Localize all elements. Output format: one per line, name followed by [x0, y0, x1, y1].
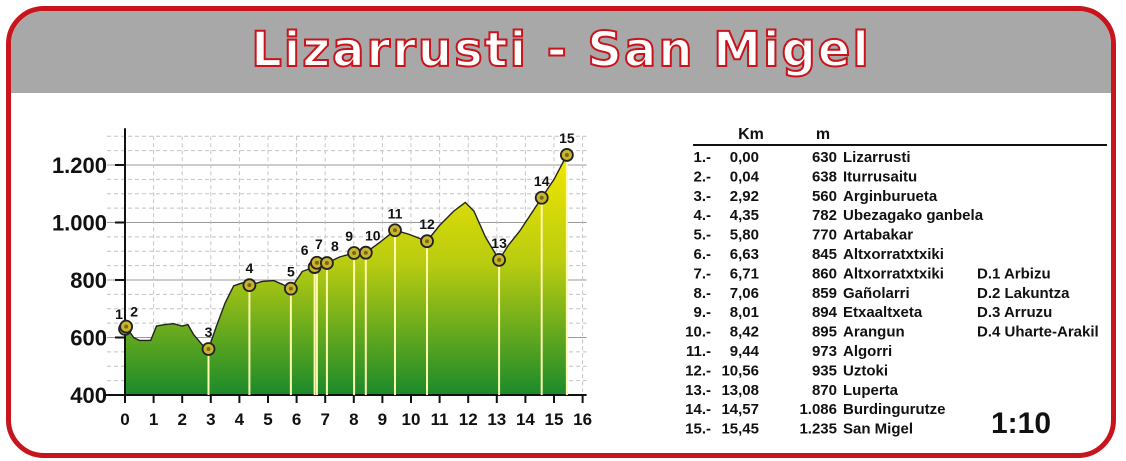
- row-name: Arginburueta: [843, 187, 938, 205]
- row-elevation: 770: [811, 226, 837, 244]
- row-elevation: 870: [811, 381, 837, 399]
- row-elevation: 1.235: [799, 420, 837, 438]
- row-elevation: 859: [811, 284, 837, 302]
- table-row: [685, 324, 1099, 341]
- table-row: [693, 168, 917, 185]
- row-km: 8,42: [729, 323, 759, 341]
- scale-label: 1:10: [990, 407, 1051, 440]
- row-name: Algorri: [843, 343, 893, 360]
- waypoint-number: 8: [331, 238, 339, 255]
- x-tick-label: 16: [573, 410, 593, 429]
- waypoint-number: 6: [300, 242, 309, 259]
- waypoint-marker-dot: [393, 228, 397, 232]
- x-tick-label: 0: [120, 410, 130, 429]
- table-row: [693, 149, 910, 166]
- waypoint-marker-dot: [124, 325, 128, 329]
- table-header-km: Km: [738, 126, 764, 143]
- x-tick-label: 14: [515, 410, 535, 429]
- row-number: 14.-: [685, 401, 711, 419]
- x-tick-label: 7: [320, 410, 330, 429]
- waypoint-marker-dot: [207, 347, 211, 351]
- row-km: 8,01: [729, 304, 759, 322]
- row-elevation: 860: [811, 265, 837, 283]
- row-name: Arangun: [843, 323, 905, 341]
- row-elevation: 1.086: [799, 401, 837, 419]
- table-row: [685, 382, 899, 399]
- row-name: Altxorratxtxiki: [843, 265, 944, 283]
- x-tick-label: 3: [206, 410, 216, 429]
- waypoint-number: 4: [245, 260, 254, 277]
- row-name: Lizarrusti: [843, 149, 911, 166]
- row-km: 0,04: [729, 168, 759, 186]
- waypoint-table: [685, 126, 1107, 438]
- table-row: [693, 246, 943, 263]
- waypoint-number: 15: [559, 129, 575, 146]
- row-name: Iturrusaitu: [843, 168, 918, 186]
- row-name: Luperta: [843, 381, 899, 399]
- row-number: 3.-: [693, 187, 711, 205]
- waypoint-marker-dot: [565, 153, 569, 157]
- x-tick-label: 11: [430, 410, 449, 429]
- row-km: 7,06: [729, 284, 759, 302]
- row-km: 2,92: [729, 187, 759, 205]
- row-detour: D.2 Lakuntza: [977, 284, 1070, 302]
- y-tick-label: 800: [70, 268, 107, 293]
- waypoint-marker-dot: [289, 287, 293, 291]
- row-km: 6,63: [729, 246, 759, 263]
- row-elevation: 638: [811, 168, 837, 186]
- row-elevation: 782: [811, 207, 837, 225]
- row-name: Artabakar: [843, 226, 914, 244]
- x-tick-label: 8: [349, 410, 359, 429]
- row-name: San Migel: [843, 420, 914, 438]
- elevation-chart: [11, 11, 1111, 453]
- row-elevation: 630: [811, 149, 837, 166]
- table-row: [693, 285, 1070, 302]
- row-elevation: 973: [811, 343, 837, 360]
- x-tick-label: 10: [401, 410, 421, 429]
- row-km: 4,35: [729, 207, 759, 225]
- x-tick-label: 2: [177, 410, 187, 429]
- waypoint-number: 5: [286, 263, 295, 280]
- waypoint-number: 2: [130, 303, 139, 320]
- waypoint-number: 14: [533, 172, 550, 189]
- waypoint-number: 10: [365, 227, 381, 244]
- table-row: [693, 188, 937, 205]
- profile-card: [6, 6, 1116, 458]
- x-tick-label: 4: [234, 410, 245, 429]
- table-row: [686, 343, 892, 360]
- row-number: 6.-: [693, 246, 711, 263]
- row-elevation: 894: [811, 304, 837, 322]
- table-header-m: m: [815, 126, 831, 143]
- x-tick-label: 1: [148, 410, 159, 429]
- waypoint-marker-dot: [497, 258, 501, 262]
- row-km: 5,80: [729, 226, 759, 244]
- waypoint-marker-dot: [315, 261, 319, 265]
- waypoint-number: 7: [315, 235, 323, 252]
- row-name: Gañolarri: [843, 284, 910, 302]
- table-row: [693, 207, 983, 224]
- page-title: Lizarrusti - San Migel: [251, 22, 871, 78]
- table-row: [685, 421, 913, 438]
- x-tick-label: 9: [377, 410, 388, 429]
- waypoint-number: 9: [345, 227, 353, 244]
- row-name: Etxaaltxeta: [843, 304, 923, 322]
- row-km: 0,00: [729, 149, 759, 166]
- elevation-area: [125, 155, 567, 395]
- table-row: [693, 265, 1050, 282]
- row-number: 2.-: [693, 168, 711, 186]
- waypoint-marker-dot: [425, 239, 429, 243]
- waypoint-marker-dot: [364, 251, 368, 255]
- y-tick-label: 1.000: [51, 210, 107, 236]
- row-km: 10,56: [721, 362, 759, 380]
- y-tick-label: 1.200: [51, 153, 107, 178]
- row-number: 13.-: [685, 381, 711, 399]
- row-km: 6,71: [729, 265, 759, 283]
- row-number: 1.-: [693, 149, 711, 166]
- waypoint-number: 1: [115, 305, 123, 322]
- row-detour: D.1 Arbizu: [977, 265, 1051, 283]
- row-number: 12.-: [685, 362, 711, 380]
- row-number: 8.-: [693, 284, 711, 302]
- x-tick-label: 12: [458, 410, 478, 429]
- row-name: Uztoki: [843, 362, 888, 380]
- row-km: 9,44: [729, 343, 759, 360]
- row-detour: D.3 Arruzu: [977, 304, 1053, 322]
- row-name: Ubezagako ganbela: [843, 207, 984, 225]
- waypoint-number: 13: [491, 234, 507, 251]
- waypoint-marker-dot: [325, 261, 329, 265]
- x-tick-label: 13: [487, 410, 507, 429]
- waypoint-marker-dot: [247, 283, 251, 287]
- y-tick-label: 400: [70, 383, 107, 408]
- waypoint-marker-dot: [352, 251, 356, 255]
- row-name: Burdingurutze: [843, 401, 946, 419]
- waypoint-number: 11: [387, 205, 403, 222]
- waypoint-number: 3: [204, 324, 213, 340]
- waypoint-marker-dot: [540, 196, 544, 200]
- row-name: Altxorratxtxiki: [843, 246, 944, 263]
- x-tick-label: 5: [263, 410, 273, 429]
- table-row: [693, 227, 913, 244]
- row-number: 9.-: [693, 304, 711, 322]
- x-tick-label: 6: [291, 410, 302, 429]
- waypoint-number: 12: [419, 216, 435, 233]
- row-number: 15.-: [685, 420, 711, 438]
- row-number: 11.-: [685, 343, 711, 360]
- row-km: 13,08: [721, 381, 759, 399]
- row-number: 5.-: [693, 226, 711, 244]
- row-detour: D.4 Uharte-Arakil: [977, 323, 1099, 341]
- row-elevation: 845: [811, 246, 837, 263]
- row-elevation: 935: [811, 362, 837, 380]
- y-tick-label: 600: [70, 325, 107, 351]
- table-row: [685, 401, 945, 418]
- row-elevation: 560: [811, 187, 837, 205]
- x-tick-label: 15: [544, 410, 564, 429]
- row-number: 7.-: [693, 265, 711, 283]
- table-row: [685, 362, 888, 379]
- table-row: [693, 304, 1052, 321]
- row-km: 15,45: [721, 420, 759, 438]
- row-number: 10.-: [685, 323, 711, 341]
- row-km: 14,57: [721, 401, 759, 419]
- row-elevation: 895: [811, 323, 837, 341]
- row-number: 4.-: [693, 207, 711, 225]
